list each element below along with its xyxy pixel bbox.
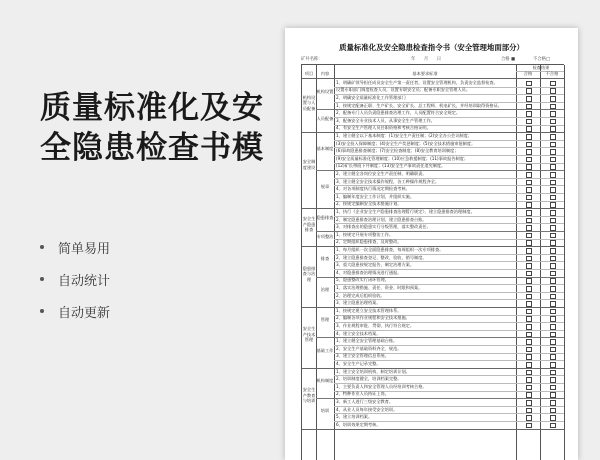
requirement-text: 1、落实治理措施、责任、资金、时限和预案。 [336, 285, 423, 290]
fail-checkbox[interactable] [550, 240, 556, 246]
requirement-text: (12)矿长带班下井制度；(13)安全生产事故责任追究制度。 [336, 163, 446, 169]
pass-checkbox[interactable] [526, 149, 532, 155]
feature-item [40, 302, 110, 320]
section-divider [302, 429, 564, 430]
requirement-text: (9)安全质量标准化管理制度；(10)应急救援制度；(11)事故报告制度； [336, 155, 469, 161]
pass-checkbox[interactable] [526, 309, 532, 315]
pass-checkbox[interactable] [526, 339, 532, 345]
hero-title: 质量标准化及安全隐患检查书模 [40, 90, 264, 166]
pass-checkbox[interactable] [526, 324, 532, 330]
requirement-text: 4、对各项制度执行情况定期检查考核。 [336, 186, 410, 192]
fail-checkbox[interactable] [550, 202, 556, 208]
pass-checkbox[interactable] [526, 180, 532, 186]
fail-checkbox[interactable] [550, 134, 556, 140]
fail-checkbox[interactable] [550, 263, 556, 269]
section-name: 安全生产技术管理 [302, 326, 316, 343]
requirement-text: 3、建立隐患治理档案。 [336, 300, 381, 306]
check-result-header: 检查结果 [532, 65, 550, 70]
pass-checkbox[interactable] [526, 271, 532, 277]
pass-checkbox[interactable] [526, 286, 532, 292]
pass-checkbox[interactable] [526, 218, 532, 224]
requirement-text: 5、建立培训档案。 [336, 414, 373, 420]
feature-label: 自动统计 [58, 273, 111, 289]
document-preview [285, 28, 578, 460]
fail-checkbox[interactable] [550, 248, 556, 254]
pass-checkbox[interactable] [526, 225, 532, 231]
requirement-text: 4、对隐患排查治理情况进行通报。 [336, 269, 402, 275]
requirement-text: 2、定期组织隐患排查，及时整改。 [336, 239, 402, 245]
document-meta [301, 56, 563, 64]
feature-label: 自动更新 [58, 305, 111, 321]
requirement-text: 1、按规定建立安全技术管理体系。 [336, 307, 402, 313]
section-name: 机构设置与人员配备 [302, 94, 316, 111]
requirement-text: 3、新工人进行三级安全教育。 [336, 399, 394, 404]
pass-checkbox[interactable] [526, 134, 532, 140]
fail-checkbox[interactable] [550, 423, 556, 429]
fail-checkbox[interactable] [550, 370, 556, 376]
fail-checkbox[interactable] [550, 347, 556, 353]
pass-checkbox[interactable] [526, 400, 532, 406]
section-name: 隐患排查与治理 [302, 265, 316, 282]
pass-header: 合格 [523, 71, 533, 76]
fail-checkbox[interactable] [550, 271, 556, 277]
pass-checkbox[interactable] [526, 81, 532, 87]
pass-legend: 合格 ■ [501, 57, 516, 62]
pass-checkbox[interactable] [526, 111, 532, 117]
requirement-text: 2、特种作业人员持证上岗。 [336, 391, 389, 397]
requirement-text: 2、建立健全各岗位安全生产责任制，明确职责。 [336, 171, 427, 176]
requirement-text: 2、编制各项作业规程和安全技术措施。 [336, 315, 410, 321]
fail-checkbox[interactable] [550, 339, 556, 345]
subsection-name: 机构设置 [316, 89, 334, 95]
pass-checkbox[interactable] [526, 415, 532, 421]
requirement-text: 3、建立安全管理信息系统。 [336, 353, 389, 359]
date-label: 年 月 日 [411, 57, 442, 62]
column-divider [564, 65, 565, 460]
pass-checkbox[interactable] [526, 301, 532, 307]
pass-checkbox[interactable] [526, 408, 532, 414]
section-name: 安全生产隐患排查 [302, 216, 316, 233]
requirement-text: 2、治理完成后组织验收。 [336, 292, 385, 298]
fail-checkbox[interactable] [550, 149, 556, 155]
pass-checkbox[interactable] [526, 164, 532, 170]
pass-checkbox[interactable] [526, 278, 532, 284]
requirement-text: 2、安全生产基础资料齐全、规范。 [336, 345, 402, 351]
pass-checkbox[interactable] [526, 354, 532, 360]
column-divider [316, 65, 317, 460]
pass-checkbox[interactable] [526, 119, 532, 125]
fail-legend: 不合格□ [533, 57, 550, 62]
fail-checkbox[interactable] [550, 301, 556, 307]
fail-checkbox[interactable] [550, 408, 556, 414]
subsection-name: 排查 [320, 256, 330, 262]
pass-checkbox[interactable] [526, 210, 532, 216]
pass-checkbox[interactable] [526, 385, 532, 391]
pass-checkbox[interactable] [526, 370, 532, 376]
fail-checkbox[interactable] [550, 332, 556, 338]
requirement-text: 1、主要负责人和安全管理人员经培训考核合格。 [336, 383, 427, 389]
subsection-name: 基础工作 [316, 347, 334, 353]
project-header: 项目 [304, 71, 314, 76]
requirement-text: 2、培训制度健全，培训档案完整。 [336, 376, 402, 382]
pass-checkbox[interactable] [526, 187, 532, 193]
inspection-table [301, 64, 564, 460]
requirement-text: (6)事故隐患排查制度；(7)安全检查制度；(8)安全教育培训制度； [336, 148, 459, 154]
fail-checkbox[interactable] [550, 362, 556, 368]
fail-checkbox[interactable] [550, 377, 556, 383]
requirement-text: 2、按规定编制安全技术措施计划。 [336, 201, 402, 207]
pass-checkbox[interactable] [526, 256, 532, 262]
pass-checkbox[interactable] [526, 104, 532, 110]
requirement-text: 3、重大隐患按规定报告，制定治理方案。 [336, 262, 415, 268]
pass-checkbox[interactable] [526, 195, 532, 201]
pass-checkbox[interactable] [526, 362, 532, 368]
subsection-name: 基本制度 [316, 146, 334, 152]
fail-checkbox[interactable] [550, 142, 556, 148]
pass-checkbox[interactable] [526, 157, 532, 163]
requirement-text: 5、隐患整改实行闭环管理。 [336, 277, 389, 283]
subsection-name: 人员配备 [316, 115, 334, 121]
fail-checkbox[interactable] [550, 126, 556, 132]
section-name: 安全制度建设 [302, 159, 316, 170]
pass-checkbox[interactable] [526, 96, 532, 102]
subsection-name: 治理 [320, 286, 330, 292]
pass-checkbox[interactable] [526, 233, 532, 239]
fail-checkbox[interactable] [550, 415, 556, 421]
fail-checkbox[interactable] [550, 187, 556, 193]
subsection-name: 专项整治 [316, 233, 334, 239]
fail-checkbox[interactable] [550, 309, 556, 315]
pass-checkbox[interactable] [526, 347, 532, 353]
requirement-text: 1、按规定开展专项整治工作。 [336, 231, 394, 237]
requirement-text: 3、建立健全安全技术操作规程，各工种操作规程齐全。 [336, 178, 440, 184]
fail-checkbox[interactable] [550, 286, 556, 292]
pass-checkbox[interactable] [526, 263, 532, 269]
bullet-dot [40, 309, 44, 313]
requirement-text: 1、建立健全安全管理基础台账。 [336, 338, 398, 344]
requirement-text: 6、培训效果定期考核。 [336, 421, 381, 427]
fail-checkbox[interactable] [550, 392, 556, 398]
fail-checkbox[interactable] [550, 96, 556, 102]
bullet-dot [40, 245, 44, 249]
fail-checkbox[interactable] [550, 119, 556, 125]
requirement-text: 1、每月组织一次全面隐患排查，每周组织一次专项排查。 [336, 247, 444, 252]
requirement-text: 2、制定隐患排查治理计划，建立隐患排查台账。 [336, 216, 427, 222]
pass-checkbox[interactable] [526, 332, 532, 338]
requirement-text: 4、建立安全技术档案。 [336, 330, 381, 336]
pass-checkbox[interactable] [526, 88, 532, 94]
pass-checkbox[interactable] [526, 392, 532, 398]
requirement-text: (3)安全投入保障制度；(4)安全生产奖惩制度；(5)安全技术措施审批制度； [336, 140, 476, 146]
pass-checkbox[interactable] [526, 423, 532, 429]
fail-checkbox[interactable] [550, 385, 556, 391]
requirement-text: 4、有安全生产管理人员任职资格和考核合格证明。 [336, 125, 431, 131]
fail-checkbox[interactable] [550, 278, 556, 284]
fail-checkbox[interactable] [550, 157, 556, 163]
requirement-text: 1、建立健全以下基本制度：(1)安全生产责任制；(2)安全办公会议制度； [336, 133, 472, 138]
requirements-header: 基本要求标准 [412, 71, 438, 76]
fail-checkbox[interactable] [550, 104, 556, 110]
pass-checkbox[interactable] [526, 377, 532, 383]
requirement-text: 1、明确矿领导担任成员安全生产第一责任者，设置安全管理机构，负责安全监督检查。 [336, 79, 498, 85]
fail-checkbox[interactable] [550, 354, 556, 360]
pass-checkbox[interactable] [526, 142, 532, 148]
fail-checkbox[interactable] [550, 294, 556, 300]
section-name: 安全生产教育与培训 [302, 387, 316, 404]
requirement-text: 2、建立隐患排查登记、整改、验收、销号制度。 [336, 254, 427, 260]
feature-item [40, 238, 110, 256]
requirement-text: 3、配备安全专业技术人员，从事安全生产管理工作。 [336, 117, 435, 123]
subsection-name: 隐患排查 [316, 214, 334, 220]
fail-checkbox[interactable] [550, 111, 556, 117]
requirement-text: 4、从业人员每年接受安全培训。 [336, 406, 398, 412]
subsection-name: 规章 [320, 184, 330, 190]
fail-checkbox[interactable] [550, 81, 556, 87]
pass-checkbox[interactable] [526, 202, 532, 208]
fail-header: 不合格 [545, 71, 559, 76]
fail-checkbox[interactable] [550, 256, 556, 262]
feature-list [40, 238, 110, 334]
fail-checkbox[interactable] [550, 400, 556, 406]
requirement-text: 设置专职部门调度检查人员，设置专职安全员；配备专职安全管理人员。 [336, 87, 471, 93]
fail-checkbox[interactable] [550, 324, 556, 330]
fail-checkbox[interactable] [550, 316, 556, 322]
pass-checkbox[interactable] [526, 248, 532, 254]
fail-checkbox[interactable] [550, 233, 556, 239]
subsection-name: 管理 [320, 317, 330, 323]
feature-item [40, 270, 110, 288]
mine-name-label: 矿井名称： [301, 57, 323, 62]
pass-checkbox[interactable] [526, 316, 532, 322]
fail-checkbox[interactable] [550, 225, 556, 231]
requirement-text: 4、安全生产记录完整。 [336, 361, 381, 366]
fail-checkbox[interactable] [550, 172, 556, 178]
pass-checkbox[interactable] [526, 240, 532, 246]
subsection-name: 培训 [320, 408, 330, 414]
fail-checkbox[interactable] [550, 195, 556, 201]
pass-checkbox[interactable] [526, 294, 532, 300]
fail-checkbox[interactable] [550, 180, 556, 186]
fail-checkbox[interactable] [550, 164, 556, 170]
requirement-text: 1、按规定配备正职、生产矿长、安全矿长、总工程师、机电矿长，并经培训取得资格证。 [336, 102, 502, 108]
fail-checkbox[interactable] [550, 218, 556, 224]
requirement-text: 2、配备专门人员负责隐患排查治理工作，人员配置符合安全规定。 [336, 110, 461, 116]
requirement-text: 3、对排查出的隐患实行分级管理，落实整改责任。 [336, 224, 431, 230]
requirement-text: 3、作业规程审批、贯彻、执行符合规定。 [336, 323, 415, 328]
requirement-text: 2、明确安全质量标准化工作管理部门 [336, 95, 406, 100]
content-header: 内容 [320, 71, 330, 76]
fail-checkbox[interactable] [550, 210, 556, 216]
feature-label: 简单易用 [58, 241, 111, 257]
pass-checkbox[interactable] [526, 126, 532, 132]
bullet-dot [40, 277, 44, 281]
requirement-text: 1、建立安全培训机构，制定培训计划。 [336, 368, 410, 374]
subsection-name: 机构制度 [316, 378, 334, 383]
document-title: 质量标准化及安全隐患检查指令书（安全管理地面部分） [339, 43, 524, 52]
pass-checkbox[interactable] [526, 172, 532, 178]
requirement-text: 1、执行《企业安全生产隐患排查治理暂行规定》，建立隐患排查治理制度。 [336, 209, 475, 214]
fail-checkbox[interactable] [550, 88, 556, 94]
requirement-text: 1、编制年度安全工作计划，并组织实施。 [336, 193, 415, 199]
